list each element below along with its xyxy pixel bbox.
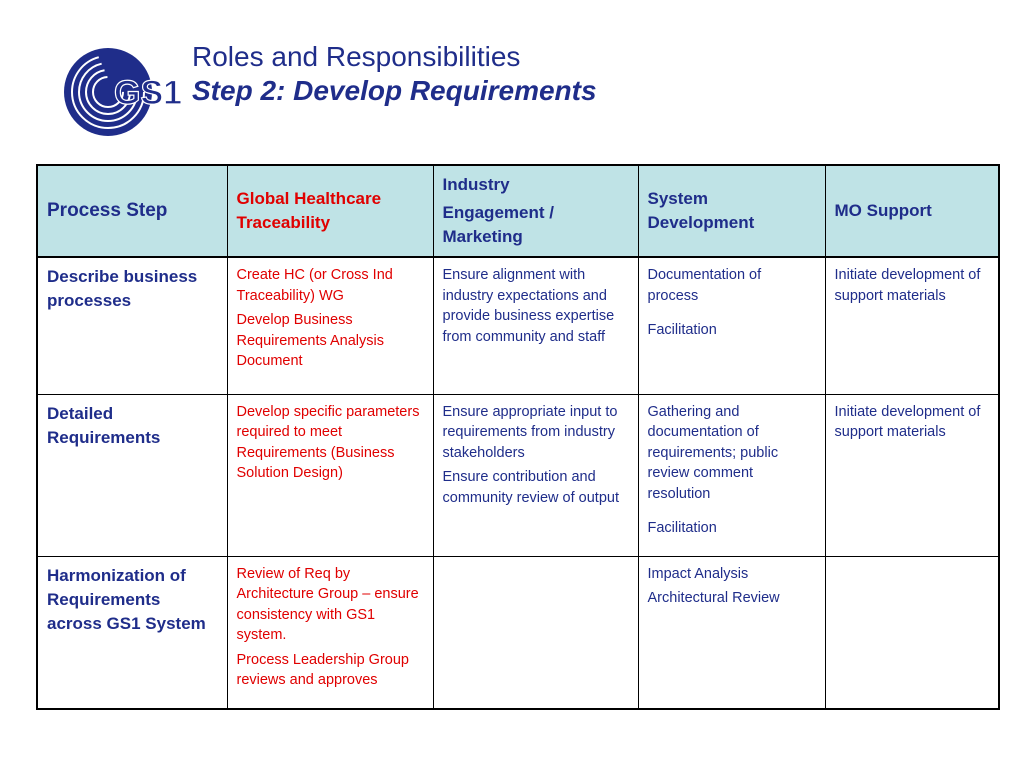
table-header-row (37, 165, 999, 257)
header-system-development: System Development (638, 165, 825, 257)
cell-mo (825, 394, 999, 556)
cell-text: Initiate development of support materials (834, 403, 981, 440)
table-row (37, 257, 999, 394)
cell-industry (433, 257, 638, 394)
header-mo-support: MO Support (825, 165, 999, 257)
header-process-step: Process Step (37, 165, 227, 257)
responsibilities-table (36, 164, 1000, 710)
cell-ght (227, 394, 433, 556)
title-block (192, 40, 597, 108)
header-global-healthcare-traceability: Global Healthcare Traceability (227, 165, 433, 257)
cell-text: Ensure alignment with industry expectations and provide business expertise from community and staff (442, 267, 615, 345)
page-subtitle: Step 2: Develop Requirements (192, 75, 597, 106)
cell-text: Architectural Review (647, 590, 780, 606)
header-industry-line1: Industry (442, 175, 510, 194)
svg-text:GS1: GS1 (114, 74, 183, 112)
cell-text: Process Leadership Group reviews and approves (236, 651, 409, 688)
row-step-label: Describe business processes (37, 257, 227, 394)
row-step-label: Harmonization of Requirements across GS1 System (37, 556, 227, 709)
cell-text: Create HC (or Cross Ind Traceability) WG (236, 267, 393, 304)
row-step-label: Detailed Requirements (37, 394, 227, 556)
cell-text: Gathering and documentation of requirements; public review comment resolution (647, 403, 779, 502)
cell-text: Develop Business Requirements Analysis Document (236, 312, 384, 369)
cell-text: Ensure appropriate input to requirements from industry stakeholders (442, 403, 618, 461)
cell-text: Review of Req by Architecture Group – ensure consistency with GS1 system. (236, 565, 419, 643)
cell-mo (825, 257, 999, 394)
cell-text: Facilitation (647, 520, 717, 536)
cell-text: Ensure contribution and community review of output (442, 469, 619, 506)
header-industry-line2: Engagement / Marketing (442, 203, 554, 246)
cell-industry (433, 394, 638, 556)
table-row (37, 394, 999, 556)
cell-mo (825, 556, 999, 709)
header-industry-engagement (433, 165, 638, 257)
cell-system (638, 257, 825, 394)
cell-system (638, 556, 825, 709)
gs1-logo (60, 44, 183, 140)
table-row (37, 556, 999, 709)
cell-text: Initiate development of support materials (834, 267, 981, 304)
cell-text: Documentation of process (647, 267, 762, 304)
cell-text: Develop specific parameters required to meet Requirements (Business Solution Design) (236, 403, 420, 481)
cell-system (638, 394, 825, 556)
cell-text: Impact Analysis (647, 565, 749, 582)
page-title: Roles and Responsibilities (192, 41, 521, 72)
cell-industry (433, 556, 638, 709)
cell-ght (227, 556, 433, 709)
cell-ght (227, 257, 433, 394)
cell-text: Facilitation (647, 322, 717, 338)
